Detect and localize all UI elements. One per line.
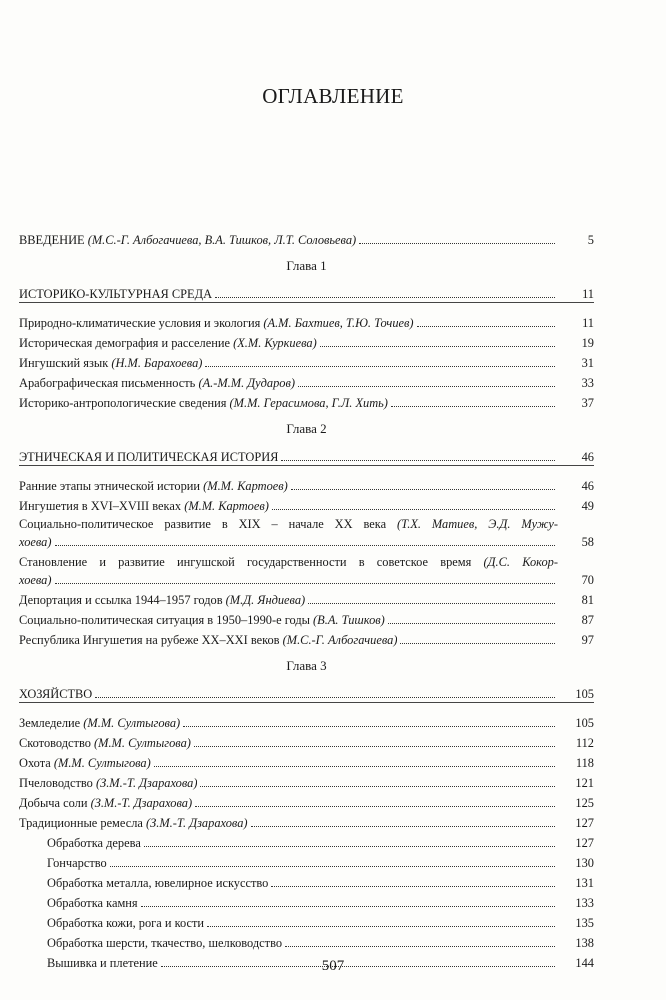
toc-entry: Охота (М.М. Султыгова) 118 bbox=[19, 756, 594, 770]
toc-subentry: Обработка металла, ювелирное искусство 131 bbox=[47, 876, 594, 890]
section-page: 11 bbox=[582, 287, 594, 301]
chapter-3-label: Глава 3 bbox=[286, 658, 327, 673]
toc-intro-authors: (М.С.-Г. Албогачиева, В.А. Тишков, Л.Т. Соловьева) bbox=[87, 233, 357, 247]
dot-leader bbox=[95, 697, 555, 698]
toc-intro-title: ВВЕДЕНИЕ bbox=[19, 233, 85, 247]
page-number: 507 bbox=[321, 958, 345, 974]
section-page: 105 bbox=[575, 687, 594, 701]
toc-entry: Историческая демография и расселение (Х.М. Куркиева) 19 bbox=[19, 336, 594, 350]
chapter-1-label: Глава 1 bbox=[286, 258, 327, 273]
toc-subentry: Обработка шерсти, ткачество, шелководство 138 bbox=[47, 936, 594, 950]
dot-leader bbox=[359, 243, 555, 244]
toc-entry: Становление и развитие ингушской государственности в советское время (Д.С. Кокор- хоева) 70 bbox=[19, 555, 594, 587]
toc-entry: Природно-климатические условия и экология (А.М. Бахтиев, Т.Ю. Точиев) 11 bbox=[19, 316, 594, 330]
section-page: 46 bbox=[581, 450, 594, 464]
toc-entry: Депортация и ссылка 1944–1957 годов (М.Д. Яндиева) 81 bbox=[19, 593, 594, 607]
toc-entry: Добыча соли (З.М.-Т. Дзарахова) 125 bbox=[19, 796, 594, 810]
section-title: ЭТНИЧЕСКАЯ И ПОЛИТИЧЕСКАЯ ИСТОРИЯ bbox=[19, 450, 279, 464]
toc-entry: Земледелие (М.М. Султыгова) 105 bbox=[19, 716, 594, 730]
toc-intro-page: 5 bbox=[587, 233, 594, 247]
toc-entry: Ранние этапы этнической истории (М.М. Картоев) 46 bbox=[19, 479, 594, 493]
toc-entry: Пчеловодство (З.М.-Т. Дзарахова) 121 bbox=[19, 776, 594, 790]
dot-leader bbox=[215, 297, 555, 298]
toc-subentry: Обработка дерева 127 bbox=[47, 836, 594, 850]
chapter-3-section bbox=[19, 680, 594, 703]
toc-subentry: Гончарство 130 bbox=[47, 856, 594, 870]
section-title: ХОЗЯЙСТВО bbox=[19, 687, 93, 701]
toc-entry: Ингушский язык (Н.М. Барахоева) 31 bbox=[19, 356, 594, 370]
chapter-2-section bbox=[19, 443, 594, 466]
toc-entry: Республика Ингушетия на рубеже XX–XXI веков (М.С.-Г. Албогачиева) 97 bbox=[19, 633, 594, 647]
toc-entry: Ингушетия в XVI–XVIII веках (М.М. Картоев) 49 bbox=[19, 499, 594, 513]
dot-leader bbox=[281, 460, 555, 461]
toc-intro bbox=[19, 228, 594, 248]
toc-entry: Традиционные ремесла (З.М.-Т. Дзарахова) 127 bbox=[19, 816, 594, 830]
toc-subentry: Обработка камня 133 bbox=[47, 896, 594, 910]
toc-entry: Социально-политическая ситуация в 1950–1990-е годы (В.А. Тишков) 87 bbox=[19, 613, 594, 627]
toc-entry: Историко-антропологические сведения (М.М. Герасимова, Г.Л. Хить) 37 bbox=[19, 396, 594, 410]
toc-subentry: Обработка кожи, рога и кости 135 bbox=[47, 916, 594, 930]
toc-subentry: Вышивка и плетение 144 bbox=[47, 956, 594, 970]
section-title: ИСТОРИКО-КУЛЬТУРНАЯ СРЕДА bbox=[19, 287, 213, 301]
toc-entry: Социально-политическое развитие в XIX – начале XX века (Т.Х. Матиев, Э.Д. Мужу- хоева) 58 bbox=[19, 517, 594, 549]
page-title: ОГЛАВЛЕНИЕ bbox=[262, 84, 404, 108]
chapter-2-label: Глава 2 bbox=[286, 421, 327, 436]
toc-entry: Скотоводство (М.М. Султыгова) 112 bbox=[19, 736, 594, 750]
toc-entry: Арабографическая письменность (А.-М.М. Дударов) 33 bbox=[19, 376, 594, 390]
chapter-1-section bbox=[19, 280, 594, 303]
table-of-contents bbox=[19, 228, 594, 971]
